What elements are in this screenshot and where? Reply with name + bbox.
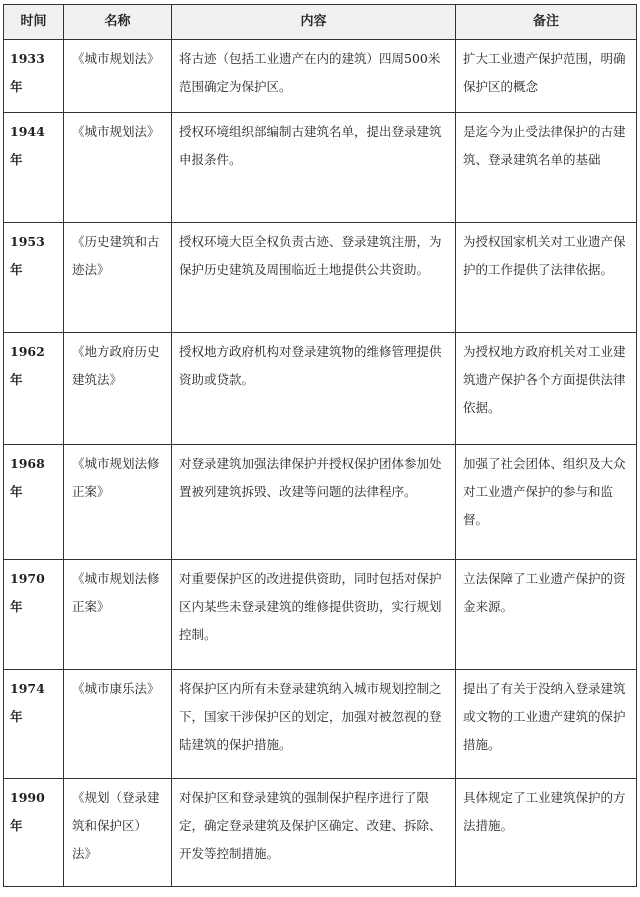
- header-content: 内容: [172, 5, 456, 40]
- cell-time: 1944年: [4, 113, 64, 223]
- table-body: [4, 40, 637, 887]
- table-header: [4, 5, 637, 40]
- cell-content: 对保护区和登录建筑的强制保护程序进行了限定，确定登录建筑及保护区确定、改建、拆除、开发等控制措施。: [172, 779, 456, 887]
- cell-name: 《历史建筑和古迹法》: [64, 223, 172, 333]
- cell-name: 《城市规划法》: [64, 40, 172, 113]
- cell-note: 扩大工业遗产保护范围，明确保护区的概念: [456, 40, 637, 113]
- header-name: 名称: [64, 5, 172, 40]
- cell-note: 具体规定了工业建筑保护的方法措施。: [456, 779, 637, 887]
- table-row: [4, 223, 637, 333]
- cell-time: 1974年: [4, 670, 64, 779]
- table-row: [4, 333, 637, 445]
- header-row: [4, 5, 637, 40]
- cell-name: 《规划（登录建筑和保护区）法》: [64, 779, 172, 887]
- cell-time: 1990年: [4, 779, 64, 887]
- cell-content: 将古迹（包括工业遗产在内的建筑）四周500米范围确定为保护区。: [172, 40, 456, 113]
- cell-content: 授权环境组织部编制古建筑名单，提出登录建筑申报条件。: [172, 113, 456, 223]
- table-row: [4, 560, 637, 670]
- cell-content: 授权环境大臣全权负责古迹、登录建筑注册，为保护历史建筑及周围临近土地提供公共资助。: [172, 223, 456, 333]
- cell-note: 加强了社会团体、组织及大众对工业遗产保护的参与和监督。: [456, 445, 637, 560]
- cell-content: 将保护区内所有未登录建筑纳入城市规划控制之下，国家干涉保护区的划定，加强对被忽视的登陆建筑的保护措施。: [172, 670, 456, 779]
- cell-note: 立法保障了工业遗产保护的资金来源。: [456, 560, 637, 670]
- cell-time: 1968年: [4, 445, 64, 560]
- header-time: 时间: [4, 5, 64, 40]
- cell-name: 《城市规划法修正案》: [64, 445, 172, 560]
- cell-name: 《城市规划法》: [64, 113, 172, 223]
- cell-note: 提出了有关于没纳入登录建筑或文物的工业遗产建筑的保护措施。: [456, 670, 637, 779]
- table-row: [4, 670, 637, 779]
- cell-name: 《城市康乐法》: [64, 670, 172, 779]
- header-note: 备注: [456, 5, 637, 40]
- table-row: [4, 445, 637, 560]
- table-row: [4, 779, 637, 887]
- cell-time: 1953年: [4, 223, 64, 333]
- cell-note: 为授权国家机关对工业遗产保护的工作提供了法律依据。: [456, 223, 637, 333]
- cell-time: 1933年: [4, 40, 64, 113]
- cell-note: 是迄今为止受法律保护的古建筑、登录建筑名单的基础: [456, 113, 637, 223]
- legislation-table: [3, 4, 637, 887]
- cell-content: 对重要保护区的改进提供资助，同时包括对保护区内某些未登录建筑的维修提供资助，实行规划控制。: [172, 560, 456, 670]
- cell-time: 1970年: [4, 560, 64, 670]
- cell-content: 授权地方政府机构对登录建筑物的维修管理提供资助或贷款。: [172, 333, 456, 445]
- cell-time: 1962年: [4, 333, 64, 445]
- cell-note: 为授权地方政府机关对工业建筑遗产保护各个方面提供法律依据。: [456, 333, 637, 445]
- cell-name: 《地方政府历史建筑法》: [64, 333, 172, 445]
- table-row: [4, 40, 637, 113]
- cell-name: 《城市规划法修正案》: [64, 560, 172, 670]
- table-row: [4, 113, 637, 223]
- cell-content: 对登录建筑加强法律保护并授权保护团体参加处置被列建筑拆毁、改建等问题的法律程序。: [172, 445, 456, 560]
